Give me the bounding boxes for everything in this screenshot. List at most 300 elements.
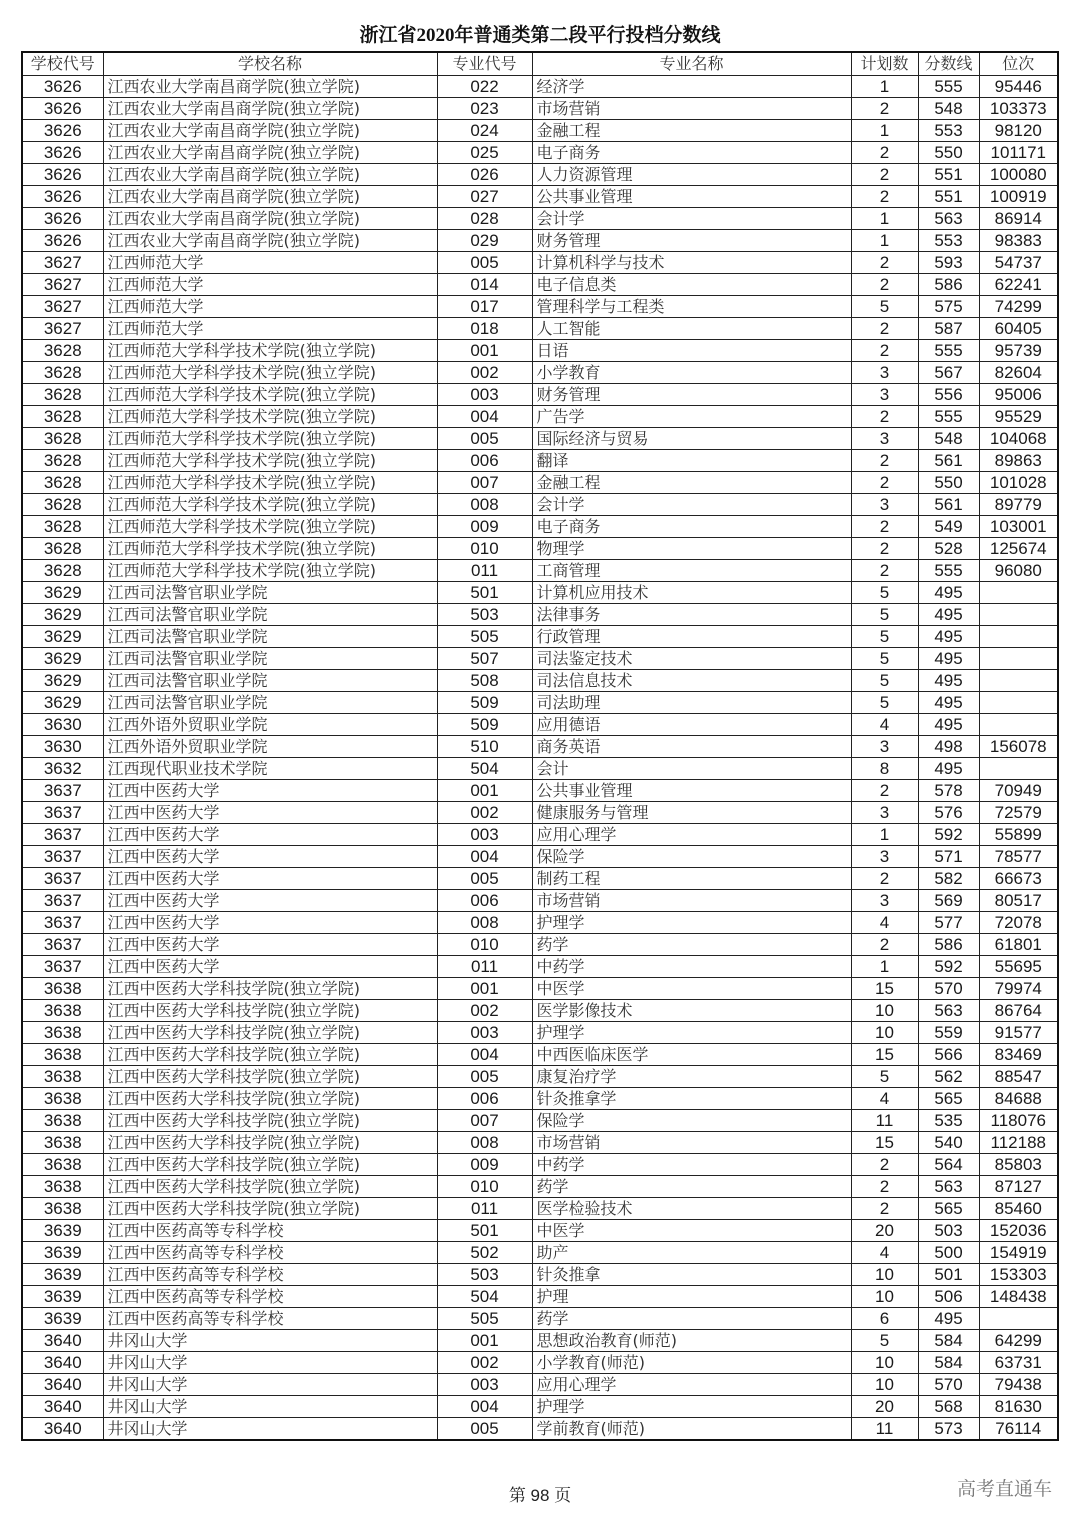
cell-school-code: 3639 (22, 1286, 103, 1308)
cell-school-code: 3640 (22, 1330, 103, 1352)
cell-score-line: 593 (918, 252, 979, 274)
table-row (22, 1198, 1058, 1220)
cell-plan-count: 5 (851, 296, 918, 318)
table-row (22, 516, 1058, 538)
cell-plan-count: 4 (851, 1242, 918, 1264)
cell-school-name: 江西中医药大学 (103, 846, 437, 868)
cell-score-line: 586 (918, 934, 979, 956)
cell-rank: 79438 (979, 1374, 1058, 1396)
cell-major-name: 国际经济与贸易 (532, 428, 851, 450)
cell-major-name: 电子商务 (532, 142, 851, 164)
cell-school-code: 3640 (22, 1374, 103, 1396)
cell-score-line: 495 (918, 692, 979, 714)
table-row (22, 1110, 1058, 1132)
cell-school-code: 3628 (22, 560, 103, 582)
cell-school-code: 3627 (22, 274, 103, 296)
cell-school-code: 3630 (22, 736, 103, 758)
cell-score-line: 528 (918, 538, 979, 560)
table-row (22, 934, 1058, 956)
cell-rank: 76114 (979, 1418, 1058, 1441)
cell-school-name: 江西农业大学南昌商学院(独立学院) (103, 142, 437, 164)
cell-score-line: 571 (918, 846, 979, 868)
cell-rank (979, 1308, 1058, 1330)
cell-score-line: 495 (918, 626, 979, 648)
cell-score-line: 565 (918, 1088, 979, 1110)
table-row (22, 362, 1058, 384)
cell-major-name: 应用德语 (532, 714, 851, 736)
cell-rank: 72579 (979, 802, 1058, 824)
cell-plan-count: 1 (851, 208, 918, 230)
cell-school-name: 井冈山大学 (103, 1330, 437, 1352)
cell-major-name: 财务管理 (532, 230, 851, 252)
cell-rank: 98383 (979, 230, 1058, 252)
cell-major-code: 505 (437, 1308, 532, 1330)
table-row (22, 252, 1058, 274)
table-row (22, 164, 1058, 186)
cell-school-name: 江西中医药大学科技学院(独立学院) (103, 1022, 437, 1044)
cell-rank: 74299 (979, 296, 1058, 318)
cell-plan-count: 2 (851, 340, 918, 362)
cell-plan-count: 2 (851, 516, 918, 538)
cell-major-code: 501 (437, 582, 532, 604)
table-row (22, 780, 1058, 802)
cell-major-code: 010 (437, 934, 532, 956)
table-row (22, 1330, 1058, 1352)
cell-school-name: 江西外语外贸职业学院 (103, 736, 437, 758)
cell-major-code: 008 (437, 1132, 532, 1154)
cell-school-name: 江西师范大学科学技术学院(独立学院) (103, 450, 437, 472)
cell-plan-count: 2 (851, 164, 918, 186)
cell-school-name: 江西中医药大学科技学院(独立学院) (103, 1066, 437, 1088)
cell-major-code: 508 (437, 670, 532, 692)
cell-major-name: 翻译 (532, 450, 851, 472)
cell-major-code: 501 (437, 1220, 532, 1242)
cell-major-code: 503 (437, 1264, 532, 1286)
cell-major-name: 公共事业管理 (532, 186, 851, 208)
cell-score-line: 563 (918, 1176, 979, 1198)
cell-school-code: 3638 (22, 1176, 103, 1198)
table-row (22, 1022, 1058, 1044)
cell-school-code: 3639 (22, 1264, 103, 1286)
table-row (22, 494, 1058, 516)
cell-major-code: 018 (437, 318, 532, 340)
cell-major-code: 001 (437, 978, 532, 1000)
cell-score-line: 592 (918, 824, 979, 846)
cell-school-code: 3627 (22, 318, 103, 340)
cell-rank: 85460 (979, 1198, 1058, 1220)
cell-rank: 112188 (979, 1132, 1058, 1154)
table-row (22, 340, 1058, 362)
cell-major-code: 006 (437, 1088, 532, 1110)
cell-school-name: 江西师范大学科学技术学院(独立学院) (103, 384, 437, 406)
cell-rank: 91577 (979, 1022, 1058, 1044)
cell-school-code: 3628 (22, 384, 103, 406)
table-row (22, 274, 1058, 296)
cell-major-code: 010 (437, 1176, 532, 1198)
cell-rank: 83469 (979, 1044, 1058, 1066)
cell-score-line: 551 (918, 186, 979, 208)
cell-major-code: 004 (437, 1396, 532, 1418)
cell-rank: 103001 (979, 516, 1058, 538)
table-row (22, 1308, 1058, 1330)
cell-score-line: 584 (918, 1352, 979, 1374)
cell-rank (979, 714, 1058, 736)
cell-rank: 104068 (979, 428, 1058, 450)
cell-major-name: 管理科学与工程类 (532, 296, 851, 318)
cell-rank: 87127 (979, 1176, 1058, 1198)
table-row (22, 120, 1058, 142)
cell-plan-count: 2 (851, 186, 918, 208)
cell-major-name: 康复治疗学 (532, 1066, 851, 1088)
cell-score-line: 568 (918, 1396, 979, 1418)
cell-major-code: 003 (437, 1022, 532, 1044)
cell-score-line: 555 (918, 340, 979, 362)
cell-rank: 55695 (979, 956, 1058, 978)
cell-school-code: 3637 (22, 846, 103, 868)
cell-score-line: 582 (918, 868, 979, 890)
cell-major-code: 011 (437, 1198, 532, 1220)
cell-score-line: 500 (918, 1242, 979, 1264)
document-title: 浙江省2020年普通类第二段平行投档分数线 (359, 25, 721, 46)
cell-major-code: 007 (437, 472, 532, 494)
cell-plan-count: 5 (851, 648, 918, 670)
table-row (22, 1352, 1058, 1374)
cell-plan-count: 10 (851, 1286, 918, 1308)
cell-major-name: 应用心理学 (532, 824, 851, 846)
cell-major-name: 医学影像技术 (532, 1000, 851, 1022)
cell-plan-count: 6 (851, 1308, 918, 1330)
table-row (22, 890, 1058, 912)
cell-plan-count: 1 (851, 76, 918, 98)
cell-rank (979, 626, 1058, 648)
cell-score-line: 495 (918, 1308, 979, 1330)
cell-school-code: 3639 (22, 1220, 103, 1242)
cell-school-code: 3629 (22, 626, 103, 648)
cell-school-name: 江西中医药大学科技学院(独立学院) (103, 978, 437, 1000)
cell-plan-count: 1 (851, 824, 918, 846)
cell-rank: 95006 (979, 384, 1058, 406)
cell-school-name: 江西中医药高等专科学校 (103, 1220, 437, 1242)
cell-rank: 148438 (979, 1286, 1058, 1308)
cell-school-code: 3637 (22, 868, 103, 890)
cell-plan-count: 15 (851, 978, 918, 1000)
cell-major-code: 003 (437, 1374, 532, 1396)
cell-school-name: 江西师范大学 (103, 296, 437, 318)
table-row (22, 670, 1058, 692)
table-row (22, 1220, 1058, 1242)
cell-major-name: 护理学 (532, 1022, 851, 1044)
cell-plan-count: 2 (851, 142, 918, 164)
cell-major-code: 004 (437, 846, 532, 868)
cell-school-name: 江西中医药高等专科学校 (103, 1264, 437, 1286)
cell-major-name: 思想政治教育(师范) (532, 1330, 851, 1352)
cell-plan-count: 2 (851, 868, 918, 890)
cell-major-name: 市场营销 (532, 890, 851, 912)
cell-school-code: 3639 (22, 1242, 103, 1264)
cell-school-code: 3638 (22, 1088, 103, 1110)
cell-major-code: 003 (437, 384, 532, 406)
cell-rank: 103373 (979, 98, 1058, 120)
cell-plan-count: 5 (851, 692, 918, 714)
table-row (22, 538, 1058, 560)
cell-school-code: 3637 (22, 934, 103, 956)
cell-school-code: 3626 (22, 142, 103, 164)
cell-score-line: 550 (918, 142, 979, 164)
cell-major-code: 510 (437, 736, 532, 758)
table-row (22, 736, 1058, 758)
cell-rank: 70949 (979, 780, 1058, 802)
cell-school-code: 3628 (22, 538, 103, 560)
cell-score-line: 506 (918, 1286, 979, 1308)
cell-school-code: 3638 (22, 1044, 103, 1066)
cell-school-name: 江西中医药大学科技学院(独立学院) (103, 1000, 437, 1022)
cell-rank: 63731 (979, 1352, 1058, 1374)
table-row (22, 582, 1058, 604)
cell-plan-count: 5 (851, 604, 918, 626)
cell-major-code: 002 (437, 1000, 532, 1022)
cell-plan-count: 2 (851, 538, 918, 560)
cell-school-code: 3630 (22, 714, 103, 736)
cell-rank: 95739 (979, 340, 1058, 362)
cell-plan-count: 8 (851, 758, 918, 780)
cell-plan-count: 3 (851, 428, 918, 450)
table-row (22, 142, 1058, 164)
cell-major-code: 004 (437, 406, 532, 428)
cell-rank: 88547 (979, 1066, 1058, 1088)
cell-major-code: 001 (437, 780, 532, 802)
table-body (22, 76, 1058, 1441)
cell-rank: 101028 (979, 472, 1058, 494)
cell-major-code: 028 (437, 208, 532, 230)
cell-major-name: 保险学 (532, 846, 851, 868)
cell-plan-count: 3 (851, 890, 918, 912)
cell-plan-count: 2 (851, 318, 918, 340)
cell-major-name: 人力资源管理 (532, 164, 851, 186)
cell-score-line: 575 (918, 296, 979, 318)
cell-school-code: 3629 (22, 604, 103, 626)
cell-major-name: 工商管理 (532, 560, 851, 582)
cell-plan-count: 5 (851, 1066, 918, 1088)
cell-school-name: 江西中医药高等专科学校 (103, 1242, 437, 1264)
cell-school-code: 3637 (22, 802, 103, 824)
table-row (22, 846, 1058, 868)
cell-rank: 118076 (979, 1110, 1058, 1132)
cell-score-line: 495 (918, 758, 979, 780)
cell-major-code: 011 (437, 560, 532, 582)
table-row (22, 868, 1058, 890)
cell-school-name: 江西中医药大学科技学院(独立学院) (103, 1176, 437, 1198)
cell-school-name: 江西中医药大学 (103, 956, 437, 978)
cell-school-code: 3626 (22, 208, 103, 230)
cell-school-name: 江西师范大学科学技术学院(独立学院) (103, 538, 437, 560)
cell-plan-count: 1 (851, 230, 918, 252)
cell-major-name: 药学 (532, 1176, 851, 1198)
cell-major-code: 025 (437, 142, 532, 164)
cell-plan-count: 2 (851, 98, 918, 120)
table-row (22, 406, 1058, 428)
table-row (22, 296, 1058, 318)
cell-school-name: 江西师范大学 (103, 274, 437, 296)
cell-rank: 154919 (979, 1242, 1058, 1264)
page-number: 第 98 页 (508, 1486, 572, 1505)
cell-major-code: 017 (437, 296, 532, 318)
cell-rank: 55899 (979, 824, 1058, 846)
cell-rank: 100919 (979, 186, 1058, 208)
cell-score-line: 567 (918, 362, 979, 384)
cell-school-code: 3637 (22, 912, 103, 934)
cell-rank (979, 648, 1058, 670)
cell-school-code: 3640 (22, 1418, 103, 1441)
cell-major-name: 护理学 (532, 912, 851, 934)
cell-school-name: 江西农业大学南昌商学院(独立学院) (103, 186, 437, 208)
cell-school-name: 井冈山大学 (103, 1374, 437, 1396)
table-row (22, 604, 1058, 626)
cell-school-code: 3637 (22, 956, 103, 978)
cell-school-name: 江西司法警官职业学院 (103, 604, 437, 626)
cell-major-code: 005 (437, 1066, 532, 1088)
table-row (22, 1176, 1058, 1198)
cell-major-code: 010 (437, 538, 532, 560)
cell-school-name: 江西农业大学南昌商学院(独立学院) (103, 208, 437, 230)
cell-score-line: 535 (918, 1110, 979, 1132)
cell-major-code: 005 (437, 428, 532, 450)
cell-school-name: 江西师范大学科学技术学院(独立学院) (103, 362, 437, 384)
cell-school-code: 3627 (22, 296, 103, 318)
cell-plan-count: 10 (851, 1022, 918, 1044)
cell-plan-count: 5 (851, 670, 918, 692)
cell-plan-count: 2 (851, 252, 918, 274)
table-row (22, 98, 1058, 120)
cell-plan-count: 1 (851, 956, 918, 978)
watermark-text: 高考直通车 (956, 1478, 1052, 1500)
cell-rank (979, 604, 1058, 626)
cell-score-line: 553 (918, 120, 979, 142)
cell-score-line: 548 (918, 428, 979, 450)
cell-rank: 81630 (979, 1396, 1058, 1418)
cell-score-line: 553 (918, 230, 979, 252)
table-row (22, 1286, 1058, 1308)
cell-major-code: 002 (437, 1352, 532, 1374)
cell-rank: 125674 (979, 538, 1058, 560)
cell-school-name: 江西师范大学科学技术学院(独立学院) (103, 472, 437, 494)
cell-score-line: 576 (918, 802, 979, 824)
cell-rank: 101171 (979, 142, 1058, 164)
cell-rank: 78577 (979, 846, 1058, 868)
cell-major-code: 002 (437, 362, 532, 384)
table-row (22, 824, 1058, 846)
cell-plan-count: 3 (851, 494, 918, 516)
table-row (22, 714, 1058, 736)
cell-major-name: 计算机科学与技术 (532, 252, 851, 274)
table-row (22, 1132, 1058, 1154)
cell-school-code: 3638 (22, 1066, 103, 1088)
cell-school-name: 井冈山大学 (103, 1352, 437, 1374)
cell-school-name: 江西中医药高等专科学校 (103, 1286, 437, 1308)
cell-major-name: 健康服务与管理 (532, 802, 851, 824)
cell-score-line: 495 (918, 604, 979, 626)
cell-major-name: 经济学 (532, 76, 851, 98)
cell-score-line: 548 (918, 98, 979, 120)
cell-school-code: 3629 (22, 670, 103, 692)
cell-major-code: 504 (437, 1286, 532, 1308)
cell-score-line: 559 (918, 1022, 979, 1044)
cell-major-name: 金融工程 (532, 472, 851, 494)
cell-score-line: 561 (918, 450, 979, 472)
cell-plan-count: 11 (851, 1110, 918, 1132)
cell-school-name: 江西司法警官职业学院 (103, 626, 437, 648)
cell-major-code: 014 (437, 274, 532, 296)
cell-plan-count: 10 (851, 1000, 918, 1022)
cell-major-code: 002 (437, 802, 532, 824)
table-row (22, 692, 1058, 714)
header-score-line: 分数线 (918, 52, 979, 76)
cell-major-name: 制药工程 (532, 868, 851, 890)
cell-plan-count: 5 (851, 582, 918, 604)
cell-plan-count: 3 (851, 846, 918, 868)
cell-major-code: 005 (437, 1418, 532, 1441)
cell-score-line: 573 (918, 1418, 979, 1441)
cell-major-code: 024 (437, 120, 532, 142)
cell-score-line: 564 (918, 1154, 979, 1176)
cell-school-code: 3638 (22, 1132, 103, 1154)
cell-plan-count: 5 (851, 1330, 918, 1352)
table-row (22, 978, 1058, 1000)
cell-score-line: 584 (918, 1330, 979, 1352)
cell-rank (979, 692, 1058, 714)
table-row (22, 912, 1058, 934)
cell-school-name: 江西外语外贸职业学院 (103, 714, 437, 736)
cell-school-name: 江西司法警官职业学院 (103, 648, 437, 670)
table-row (22, 758, 1058, 780)
cell-school-code: 3637 (22, 824, 103, 846)
table-row (22, 1000, 1058, 1022)
cell-school-code: 3629 (22, 692, 103, 714)
cell-major-code: 026 (437, 164, 532, 186)
cell-major-code: 006 (437, 890, 532, 912)
cell-rank: 100080 (979, 164, 1058, 186)
cell-school-name: 江西司法警官职业学院 (103, 582, 437, 604)
cell-major-code: 005 (437, 868, 532, 890)
cell-school-code: 3627 (22, 252, 103, 274)
cell-major-name: 学前教育(师范) (532, 1418, 851, 1441)
cell-score-line: 551 (918, 164, 979, 186)
cell-school-name: 江西中医药大学 (103, 780, 437, 802)
cell-plan-count: 4 (851, 912, 918, 934)
cell-plan-count: 2 (851, 274, 918, 296)
table-row (22, 1396, 1058, 1418)
cell-plan-count: 1 (851, 120, 918, 142)
cell-school-name: 江西中医药大学 (103, 868, 437, 890)
cell-major-name: 小学教育 (532, 362, 851, 384)
table-row (22, 1088, 1058, 1110)
cell-school-name: 江西农业大学南昌商学院(独立学院) (103, 98, 437, 120)
cell-major-code: 007 (437, 1110, 532, 1132)
cell-major-name: 医学检验技术 (532, 1198, 851, 1220)
header-major-code: 专业代号 (437, 52, 532, 76)
cell-major-name: 中西医临床医学 (532, 1044, 851, 1066)
cell-major-code: 005 (437, 252, 532, 274)
cell-plan-count: 20 (851, 1396, 918, 1418)
cell-major-code: 503 (437, 604, 532, 626)
cell-school-code: 3626 (22, 120, 103, 142)
cell-school-code: 3629 (22, 582, 103, 604)
cell-score-line: 587 (918, 318, 979, 340)
cell-score-line: 569 (918, 890, 979, 912)
cell-score-line: 562 (918, 1066, 979, 1088)
table-row (22, 318, 1058, 340)
cell-rank (979, 670, 1058, 692)
cell-plan-count: 5 (851, 626, 918, 648)
